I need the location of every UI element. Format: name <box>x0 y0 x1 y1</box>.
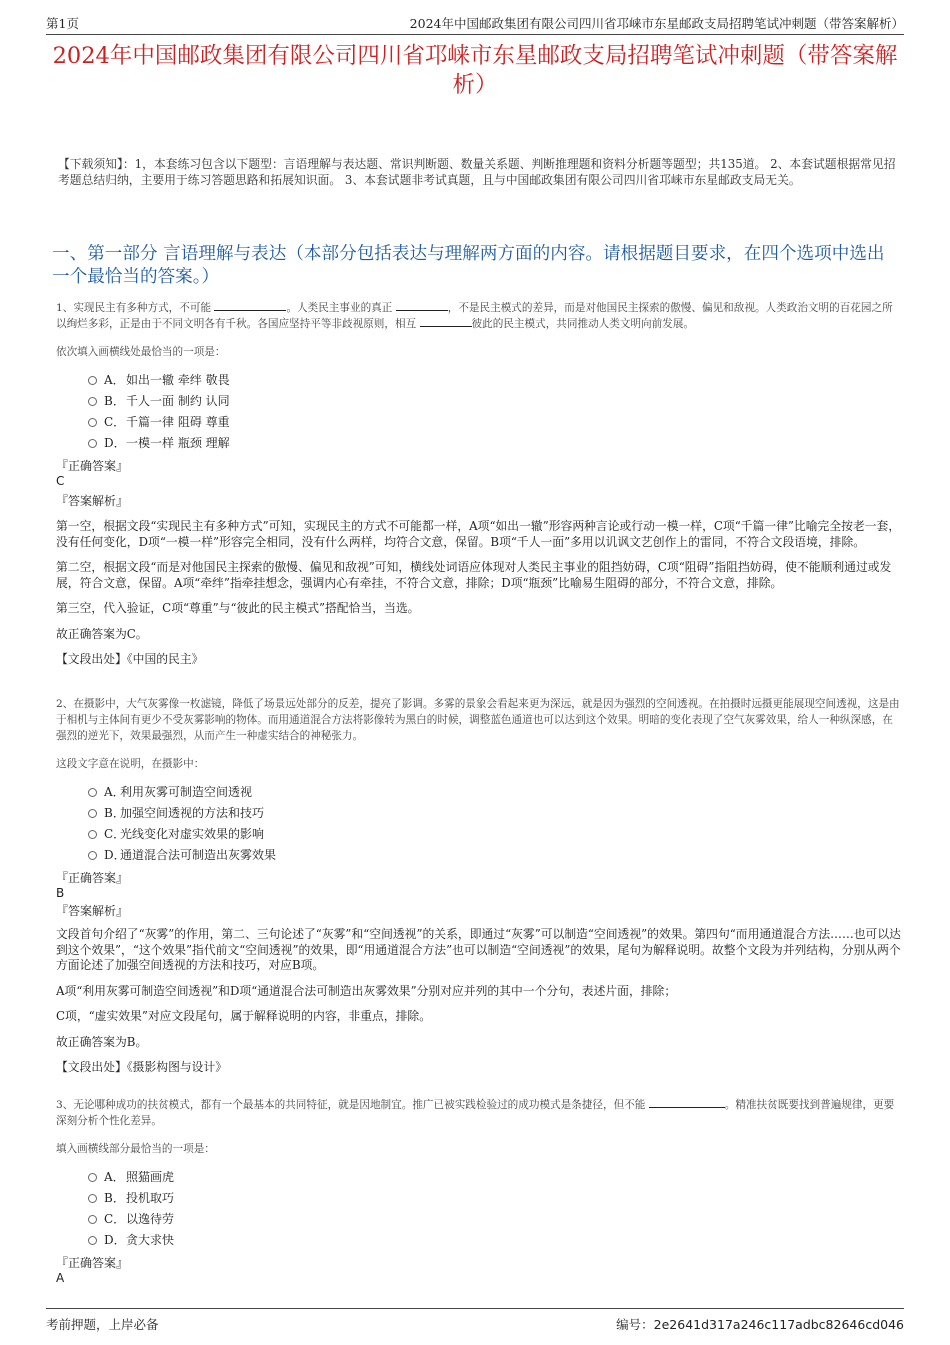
option-d[interactable]: D． 贪大求快 <box>88 1230 902 1251</box>
question-prompt: 这段文字意在说明，在摄影中： <box>56 758 205 770</box>
fill-blank <box>396 310 448 311</box>
radio-icon[interactable] <box>88 1236 97 1245</box>
correct-answer-label: 『正确答案』 <box>56 459 129 473</box>
question-prompt: 填入画横线部分最恰当的一项是： <box>56 1143 215 1155</box>
correct-answer: A <box>56 1271 65 1285</box>
analysis-paragraph: 第二空，根据文段“而是对他国民主探索的傲慢、偏见和敌视”可知，横线处词语应体现对人类民主事业的阻挡妨碍，C项“阻碍”指阻挡妨碍，使不能顺利通过或发展，符合文意，保留。A项“牵绊”指牵挂想念，强调内心有牵挂，不符合文意，排除；D项“瓶颈”比喻易生阻碍的部分，不符合文意，排除。 <box>56 560 892 590</box>
analysis-paragraph: 故正确答案为C。 <box>56 626 148 641</box>
download-notice: 【下载须知】：1，本套练习包含以下题型：言语理解与表达题、常识判断题、数量关系题、判断推理题和资料分析题等题型；共135道。 2、本套试题根据常见招考题总结归纳，主要用于练习答题思路和拓展知识面。 3、本套试题非考试真题，且与中国邮政集团有限公司四川省邛崃市东星邮政支局无关。 <box>58 157 896 187</box>
option-b[interactable]: B． 加强空间透视的方法和技巧 <box>88 803 902 824</box>
radio-icon[interactable] <box>88 439 97 448</box>
option-b[interactable]: B． 投机取巧 <box>88 1188 902 1209</box>
option-d[interactable]: D． 一模一样 瓶颈 理解 <box>88 433 902 454</box>
option-b[interactable]: B． 千人一面 制约 认同 <box>88 391 902 412</box>
page-number: 第1页 <box>46 16 79 31</box>
analysis-paragraph: A项“利用灰雾可制造空间透视”和D项“通道混合法可制造出灰雾效果”分别对应并列的其中一个分句，表述片面，排除； <box>56 983 677 998</box>
footer-code: 编号：2e2641d317a246c117adbc82646cd046 <box>616 1317 904 1332</box>
analysis-paragraph: 文段首句介绍了“灰雾”的作用，第二、三句论述了“灰雾”和“空间透视”的关系，即通过“灰雾”可以制造“空间透视”的效果。第四句“而用通道混合方法……也可以达到这个效果”，“这个效果”指代前文“空间透视”的效果，即“用通道混合方法”也可以制造“空间透视”的效果，尾句为解释说明。故整个文段为并列结构，分别从两个方面论述了加强空间透视的方法和技巧，对应B项。 <box>56 927 901 972</box>
question-prompt: 依次填入画横线处最恰当的一项是： <box>56 346 226 358</box>
radio-icon[interactable] <box>88 1194 97 1203</box>
option-a[interactable]: A． 如出一辙 牵绊 敬畏 <box>88 370 902 391</box>
analysis-paragraph: 第三空，代入验证，C项“尊重”与“彼此的民主模式”搭配恰当，当选。 <box>56 601 420 615</box>
option-c[interactable]: C． 光线变化对虚实效果的影响 <box>88 824 902 845</box>
option-c[interactable]: C． 千篇一律 阻碍 尊重 <box>88 412 902 433</box>
fill-blank <box>420 326 472 327</box>
question-2 <box>56 696 902 1076</box>
question-stem: 2、在摄影中，大气灰雾像一枚滤镜，降低了场景远处部分的反差，提亮了影调。多雾的景象会看起来更为深远，就是因为强烈的空间透视。在拍摄时远摄更能展现空间透视，这是由于相机与主体间有更少不受灰雾影响的物体。而用通道混合方法将影像转为黑白的时候，调整蓝色通道也可以达到这个效果。明暗的变化表现了空气灰雾效果，给人一种纵深感，在强烈的逆光下，效果最强烈，从而产生一种虚实结合的神秘张力。 <box>56 698 900 742</box>
options-list <box>56 1167 902 1251</box>
radio-icon[interactable] <box>88 1215 97 1224</box>
radio-icon[interactable] <box>88 418 97 427</box>
analysis-label: 『答案解析』 <box>56 904 129 918</box>
radio-icon[interactable] <box>88 1173 97 1182</box>
page-title: 2024年中国邮政集团有限公司四川省邛崃市东星邮政支局招聘笔试冲刺题（带答案解析） <box>52 43 898 98</box>
fill-blank <box>649 1107 725 1108</box>
option-a[interactable]: A． 利用灰雾可制造空间透视 <box>88 782 902 803</box>
radio-icon[interactable] <box>88 809 97 818</box>
option-c[interactable]: C． 以逸待劳 <box>88 1209 902 1230</box>
question-1 <box>56 300 902 668</box>
section-heading: 一、第一部分 言语理解与表达（本部分包括表达与理解两方面的内容。请根据题目要求，在四个选项中选出一个最恰当的答案。） <box>52 244 885 287</box>
page-header <box>46 14 904 35</box>
options-list <box>56 782 902 866</box>
analysis-paragraph: 第一空，根据文段“实现民主有多种方式”可知，实现民主的方式不可能都一样，A项“如出一辙”形容两种言论或行动一模一样，C项“千篇一律”比喻完全按老一套，没有任何变化，D项“一模一样”形容完全相同，没有什么两样，均符合文意，保留。B项“千人一面”多用以讥讽文艺创作上的雷同，不符合文段语境，排除。 <box>56 519 901 549</box>
correct-answer: B <box>56 886 65 900</box>
question-3 <box>56 1097 902 1286</box>
question-stem: 1、实现民主有多种方式，不可能 。人类民主事业的真正 ，不是民主模式的差异，而是对他国民主探索的傲慢、偏见和敌视。人类政治文明的百花园之所以绚烂多彩，正是由于不同文明各有千秋。各国应坚持平等非歧视原则，相互 彼此的民主模式，共同推动人类文明向前发展。 <box>56 302 893 330</box>
page-footer <box>46 1308 904 1333</box>
source-citation: 【文段出处】《摄影构图与设计》 <box>56 1060 228 1074</box>
source-citation: 【文段出处】《中国的民主》 <box>56 652 204 666</box>
analysis-paragraph: 故正确答案为B。 <box>56 1034 148 1049</box>
option-a[interactable]: A． 照猫画虎 <box>88 1167 902 1188</box>
footer-slogan: 考前押题，上岸必备 <box>46 1317 159 1332</box>
correct-answer-label: 『正确答案』 <box>56 871 129 885</box>
question-stem: 3、无论哪种成功的扶贫模式，都有一个最基本的共同特征，就是因地制宜。推广已被实践检验过的成功模式是条捷径，但不能 。精准扶贫既要找到普遍规律，更要深刻分析个性化差异。 <box>56 1099 895 1127</box>
radio-icon[interactable] <box>88 788 97 797</box>
analysis-label: 『答案解析』 <box>56 494 129 508</box>
options-list <box>56 370 902 454</box>
correct-answer: C <box>56 474 65 488</box>
radio-icon[interactable] <box>88 851 97 860</box>
correct-answer-label: 『正确答案』 <box>56 1256 129 1270</box>
radio-icon[interactable] <box>88 830 97 839</box>
analysis-paragraph: C项，“虚实效果”对应文段尾句，属于解释说明的内容，非重点，排除。 <box>56 1009 431 1023</box>
header-doc-title: 2024年中国邮政集团有限公司四川省邛崃市东星邮政支局招聘笔试冲刺题（带答案解析） <box>409 16 904 31</box>
fill-blank <box>214 310 286 311</box>
radio-icon[interactable] <box>88 376 97 385</box>
radio-icon[interactable] <box>88 397 97 406</box>
option-d[interactable]: D． 通道混合法可制造出灰雾效果 <box>88 845 902 866</box>
